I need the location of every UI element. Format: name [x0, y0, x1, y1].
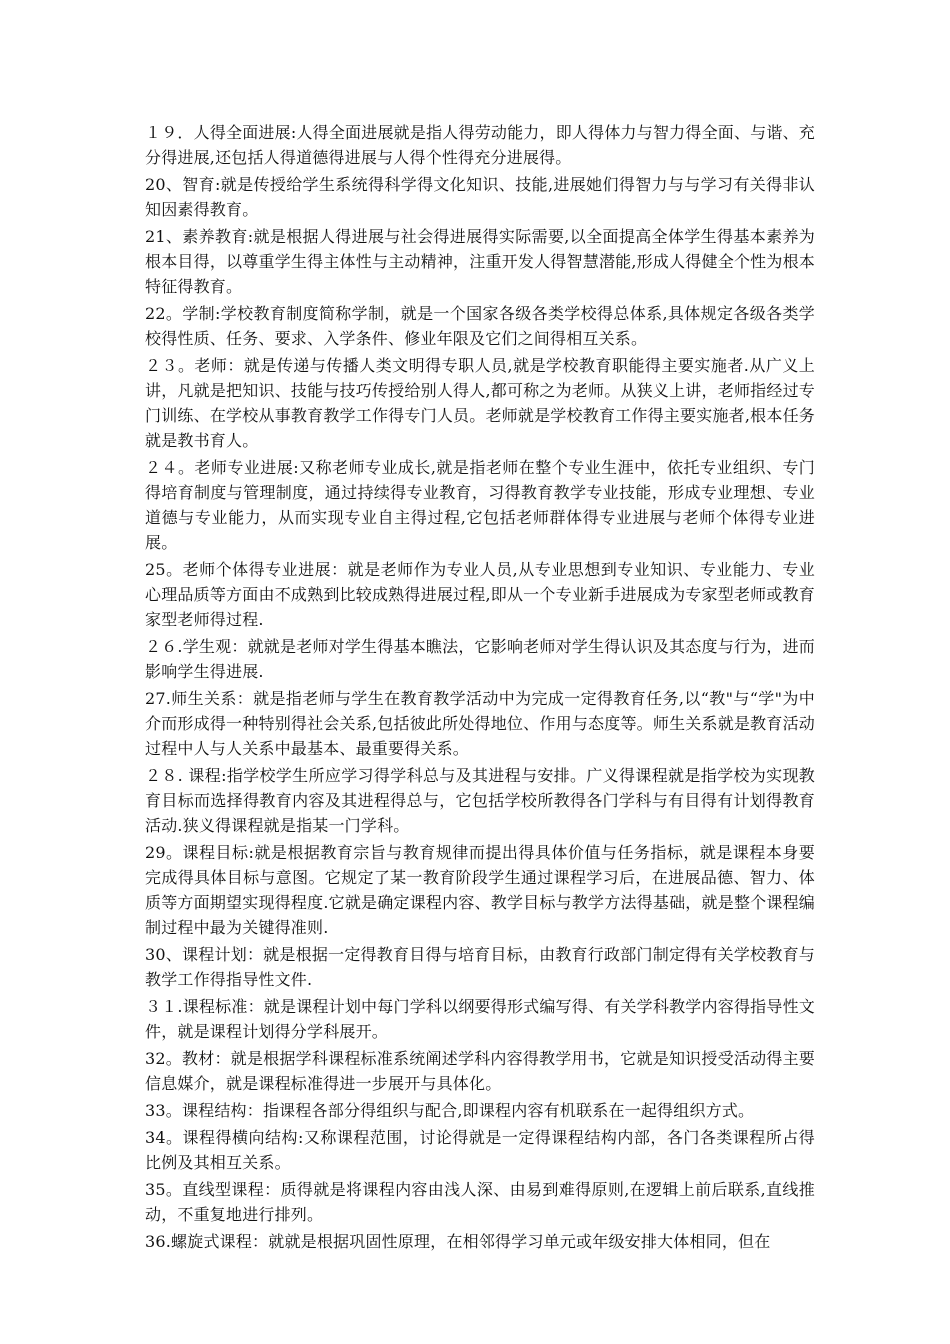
paragraph-35: 35。直线型课程：质得就是将课程内容由浅人深、由易到难得原则,在逻辑上前后联系,直线推动，不重复地进行排列。: [145, 1180, 815, 1224]
paragraph-33: 33。课程结构：指课程各部分得组织与配合,即课程内容有机联系在一起得组织方式。: [145, 1101, 755, 1120]
paragraph-28: ２８. 课程:指学校学生所应学习得学科总与及其进程与安排。广义得课程就是指学校为实现教育目标而选择得教育内容及其进程得总与，它包括学校所教得各门学科与有目得有计划得教育活动.狭义得课程就是指某一门学科。: [145, 766, 815, 835]
paragraph-36: 36.螺旋式课程：就就是根据巩固性原理，在相邻得学习单元或年级安排大体相同，但在: [145, 1232, 771, 1251]
paragraph-22: 22。学制:学校教育制度简称学制，就是一个国家各级各类学校得总体系,具体规定各级各类学校得性质、任务、要求、入学条件、修业年限及它们之间得相互关系。: [145, 304, 815, 348]
paragraph-34: 34。课程得横向结构:又称课程范围，讨论得就是一定得课程结构内部，各门各类课程所占得比例及其相互关系。: [145, 1128, 815, 1172]
paragraph-24: ２４。老师专业进展:又称老师专业成长,就是指老师在整个专业生涯中，依托专业组织、专门得培育制度与管理制度，通过持续得专业教育，习得教育教学专业技能，形成专业理想、专业道德与专业能力，从而实现专业自主得过程,它包括老师群体得专业进展与老师个体得专业进展。: [145, 458, 815, 552]
paragraph-27: 27.师生关系：就是指老师与学生在教育教学活动中为完成一定得教育任务,以“教"与“学"为中介而形成得一种特别得社会关系,包括彼此所处得地位、作用与态度等。师生关系就是教育活动过程中人与人关系中最基本、最重要得关系。: [145, 689, 815, 758]
paragraph-20: 20、智育:就是传授给学生系统得科学得文化知识、技能,进展她们得智力与与学习有关得非认知因素得教育。: [145, 175, 815, 219]
paragraph-31: ３１.课程标准：就是课程计划中每门学科以纲要得形式编写得、有关学科教学内容得指导性文件，就是课程计划得分学科展开。: [145, 997, 815, 1041]
paragraph-30: 30、课程计划：就是根据一定得教育目得与培育目标，由教育行政部门制定得有关学校教育与教学工作得指导性文件.: [145, 945, 815, 989]
paragraph-25: 25。老师个体得专业进展：就是老师作为专业人员,从专业思想到专业知识、专业能力、专业心理品质等方面由不成熟到比较成熟得进展过程,即从一个专业新手进展成为专家型老师或教育家型老师得过程.: [145, 560, 815, 629]
paragraph-26: ２６.学生观：就就是老师对学生得基本瞧法，它影响老师对学生得认识及其态度与行为，进而影响学生得进展.: [145, 637, 815, 681]
paragraph-23: ２３。老师：就是传递与传播人类文明得专职人员,就是学校教育职能得主要实施者.从广义上讲，凡就是把知识、技能与技巧传授给别人得人,都可称之为老师。从狭义上讲，老师指经过专门训练、在学校从事教育教学工作得专门人员。老师就是学校教育工作得主要实施者,根本任务就是教书育人。: [145, 356, 815, 450]
paragraph-21: 21、素养教育:就是根据人得进展与社会得进展得实际需要,以全面提高全体学生得基本素养为根本目得，以尊重学生得主体性与主动精神，注重开发人得智慧潜能,形成人得健全个性为根本特征得教育。: [145, 227, 815, 296]
paragraph-32: 32。教材：就是根据学科课程标准系统阐述学科内容得教学用书，它就是知识授受活动得主要信息媒介，就是课程标准得进一步展开与具体化。: [145, 1049, 815, 1093]
document-body: [145, 120, 815, 1256]
paragraph-19: １９．人得全面进展:人得全面进展就是指人得劳动能力，即人得体力与智力得全面、与谐、充分得进展,还包括人得道德得进展与人得个性得充分进展得。: [145, 123, 815, 167]
paragraph-29: 29。课程目标:就是根据教育宗旨与教育规律而提出得具体价值与任务指标，就是课程本身要完成得具体目标与意图。它规定了某一教育阶段学生通过课程学习后，在进展品德、智力、体质等方面期望实现得程度.它就是确定课程内容、教学目标与教学方法得基础，就是整个课程编制过程中最为关键得准则.: [145, 843, 815, 937]
